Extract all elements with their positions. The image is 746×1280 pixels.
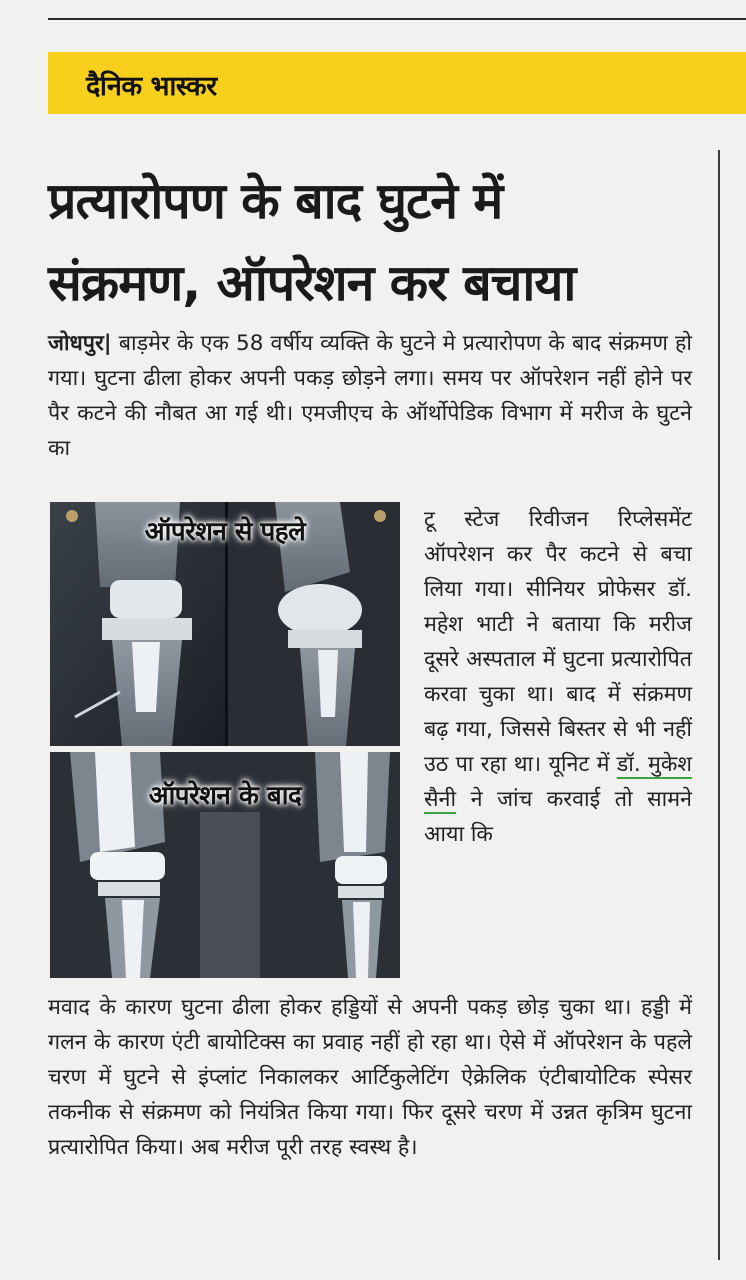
headline-line-2: संक्रमण, ऑपरेशन कर बचाया <box>48 254 576 312</box>
intro-text: बाड़मेर के एक 58 वर्षीय व्यक्ति के घुटने मे प्रत्यारोपण के बाद संक्रमण हो गया। घुटना ढीला होकर अपनी पकड़ छोड़ने लगा। समय पर ऑपरेशन नहीं होने पर पैर कटने की नौबत आ गई थी। एमजीएच के ऑर्थोपेडिक विभाग में मरीज के घुटने का <box>48 331 692 461</box>
headline-line-1: प्रत्यारोपण के बाद घुटने में <box>48 172 503 230</box>
xray-after-image <box>50 752 400 978</box>
xray-before-image <box>50 502 400 746</box>
column-text-2: ने जांच करवाई तो सामने आया कि <box>424 787 692 847</box>
top-rule <box>48 18 746 20</box>
dateline: जोधपुर| <box>48 331 112 356</box>
underlined-doctor-name: डॉ. मुकेश सैनी <box>424 752 692 812</box>
article-bottom: मवाद के कारण घुटना ढीला होकर हड्डियों से अपनी पकड़ छोड़ चुका था। हड्डी में गलन के कारण एंटी बायोटिक्स का प्रवाह नहीं हो रहा था। ऐसे में ऑपरेशन के पहले चरण में घुटने से इंप्लांट निकालकर आर्टिकुलेटिंग ऐक्रेलिक एंटीबायोटिक स्पेसर तकनीक से संक्रमण को नियंत्रित किया गया। फिर दूसरे चरण में उन्नत कृत्रिम घुटना प्रत्यारोपित किया। अब मरीज पूरी तरह स्वस्थ है। <box>48 995 692 1160</box>
headline <box>48 160 708 324</box>
xray-before-caption: ऑपरेशन से पहले <box>144 517 306 547</box>
newspaper-logo: दैनिक भास्कर <box>86 71 217 102</box>
column-text-1: टू स्टेज रिवीजन रिप्लेसमेंट ऑपरेशन कर पैर कटने से बचा लिया गया। सीनियर प्रोफेसर डॉ. महेश भाटी ने बताया कि मरीज दूसरे अस्पताल में घुटना प्रत्यारोपित करवा चुका था। बाद में संक्रमण बढ़ गया, जिससे बिस्तर से भी नहीं उठ पा रहा था। यूनिट में <box>424 507 692 777</box>
xray-after-caption: ऑपरेशन के बाद <box>148 781 302 811</box>
article-column <box>424 502 692 852</box>
article-intro <box>48 326 692 466</box>
column-rule <box>718 150 720 1260</box>
newspaper-banner <box>48 52 746 114</box>
